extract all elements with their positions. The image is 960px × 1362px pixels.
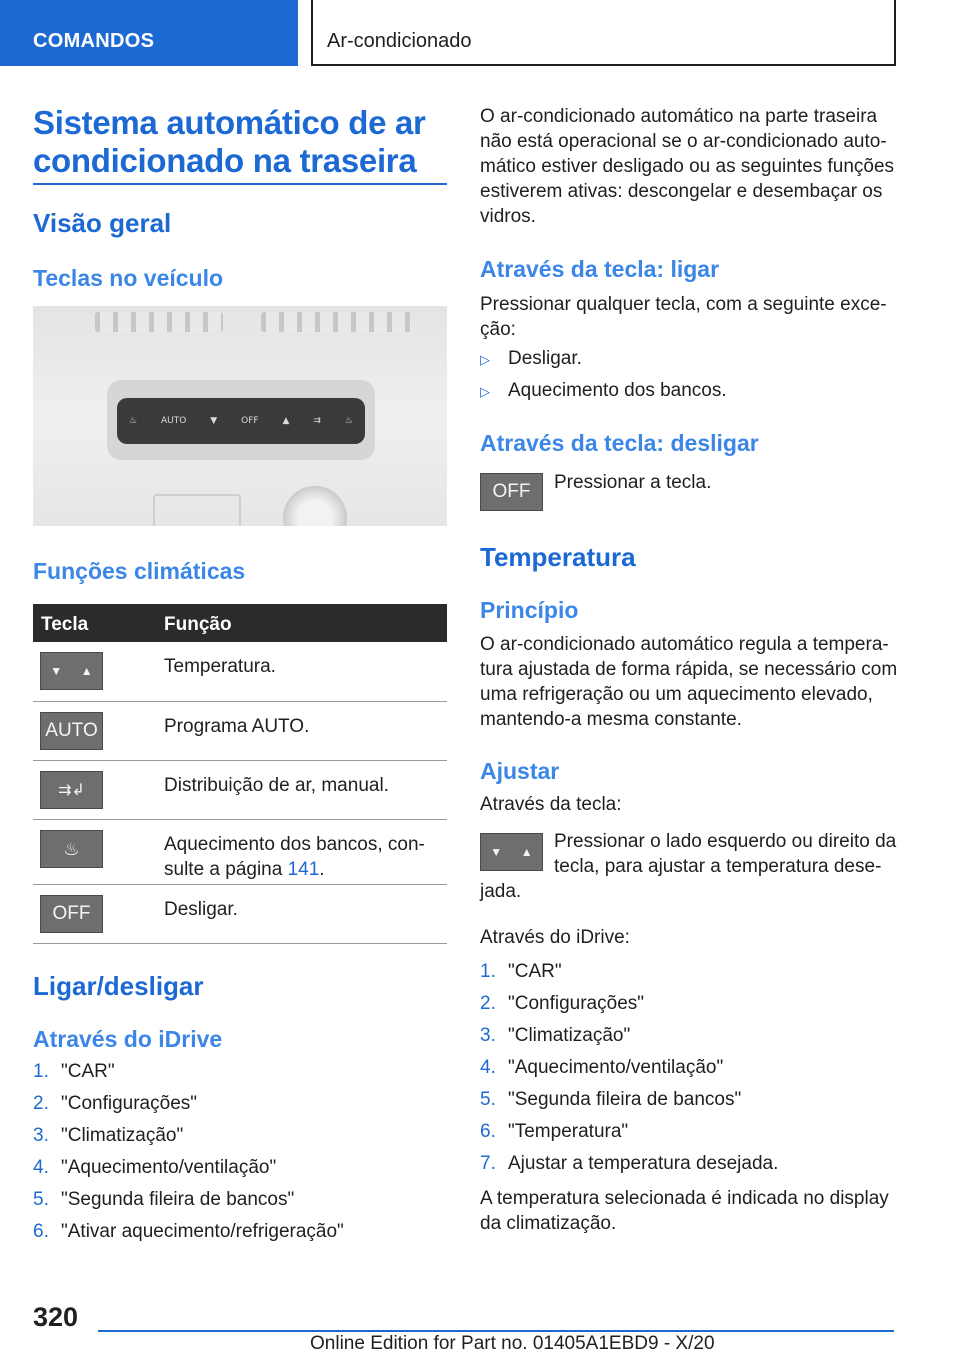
row-text: Temperatura. bbox=[164, 656, 276, 677]
up-arrow-icon: ▲ bbox=[282, 416, 290, 426]
triangle-bullet-icon: ▷ bbox=[480, 352, 490, 367]
air-distribution-icon: ⇉ bbox=[313, 416, 321, 426]
adjust-key-intro: Através da tecla: bbox=[480, 794, 622, 815]
table-row bbox=[33, 820, 447, 885]
list-item: 1. "CAR" bbox=[33, 1061, 115, 1082]
page-number: 320 bbox=[33, 1302, 79, 1332]
control-panel-photo bbox=[33, 306, 447, 526]
footer-rule bbox=[98, 1330, 894, 1332]
adjust-steps bbox=[480, 956, 778, 1180]
row-text: Programa AUTO. bbox=[164, 716, 310, 737]
list-item: ▷ Desligar. bbox=[480, 348, 582, 369]
temperature-arrows-icon: ▼ ▲ bbox=[480, 833, 543, 871]
off-key-icon: OFF bbox=[40, 895, 103, 933]
section-tab bbox=[0, 0, 298, 66]
chapter-label: Ar-condicionado bbox=[327, 30, 472, 52]
adjust-key-text: Pressionar o lado esquerdo ou direito da bbox=[554, 831, 897, 852]
socket-cover bbox=[283, 486, 347, 526]
closing-text: A temperatura selecionada é indicada no display da climatização. bbox=[480, 1188, 889, 1234]
list-item: 5. "Segunda fileira de bancos" bbox=[33, 1189, 295, 1210]
adjust-key-text: jada. bbox=[480, 881, 522, 902]
temperature-heading: Temperatura bbox=[480, 542, 636, 572]
table-header bbox=[33, 604, 447, 642]
seat-heating-icon: ♨ bbox=[128, 416, 138, 426]
row-text bbox=[164, 832, 444, 882]
idrive-heading: Através do iDrive bbox=[33, 1026, 223, 1052]
functions-table bbox=[33, 604, 447, 944]
list-item: 7. Ajustar a temperatura desejada. bbox=[480, 1153, 779, 1174]
auto-key-icon: AUTO bbox=[40, 712, 103, 750]
intro-text: O ar-condicionado automático na parte traseira não está operacional se o ar-condicionado auto-mático estiver desligado ou as seguintes funções estiverem ativas: descongelar e desembaçar os vidros. bbox=[480, 106, 895, 227]
list-item: 6. "Ativar aquecimento/refrigeração" bbox=[33, 1221, 344, 1242]
list-item: 4. "Aquecimento/ventilação" bbox=[33, 1157, 277, 1178]
seat-heating-icon: ♨ bbox=[344, 416, 353, 426]
col-header-key: Tecla bbox=[41, 614, 89, 635]
row-text-main: Aquecimento dos bancos, con-sulte a página bbox=[164, 834, 425, 880]
climate-panel bbox=[107, 380, 375, 460]
climate-buttons bbox=[117, 398, 365, 444]
off-key-icon: OFF bbox=[480, 473, 543, 511]
air-vent-left bbox=[95, 312, 223, 332]
row-text: Distribuição de ar, manual. bbox=[164, 775, 389, 796]
list-item: 2. "Configurações" bbox=[33, 1093, 198, 1114]
principle-heading: Princípio bbox=[480, 597, 579, 623]
table-row bbox=[33, 761, 447, 820]
table-row bbox=[33, 642, 447, 702]
adjust-key-text: tecla, para ajustar a temperatura dese- bbox=[554, 856, 882, 877]
list-item: 1. "CAR" bbox=[480, 961, 562, 982]
overview-heading: Visão geral bbox=[33, 208, 172, 238]
list-item: 6. "Temperatura" bbox=[480, 1121, 629, 1142]
triangle-bullet-icon: ▷ bbox=[480, 384, 490, 399]
col-header-function: Função bbox=[164, 614, 232, 635]
page-title: Sistema automático de ar condicionado na traseira bbox=[33, 104, 426, 179]
chapter-tab bbox=[311, 0, 896, 66]
list-item: 5. "Segunda fileira de bancos" bbox=[480, 1089, 742, 1110]
table-row bbox=[33, 885, 447, 944]
temperature-arrows-icon: ▼ ▲ bbox=[40, 652, 103, 690]
idrive-steps bbox=[33, 1056, 344, 1248]
air-distribution-icon: ⇉↲ bbox=[40, 771, 103, 809]
principle-text: O ar-condicionado automático regula a tempera-tura ajustada de forma rápida, se necessário com uma refrigeração ou um aquecimento elevado, mantendo-a mesma constante. bbox=[480, 634, 898, 730]
key-off-text: Pressionar a tecla. bbox=[554, 472, 712, 493]
air-vent-right bbox=[261, 312, 411, 332]
usb-ports bbox=[153, 494, 241, 526]
down-arrow-icon: ▼ bbox=[210, 416, 218, 426]
key-off-heading: Através da tecla: desligar bbox=[480, 430, 759, 456]
functions-heading: Funções climáticas bbox=[33, 558, 246, 584]
onoff-heading: Ligar/desligar bbox=[33, 971, 204, 1001]
edition-text: Online Edition for Part no. 01405A1EBD9 - X/20 bbox=[310, 1333, 715, 1354]
row-text: Desligar. bbox=[164, 899, 238, 920]
list-item: 3. "Climatização" bbox=[480, 1025, 631, 1046]
list-item: 3. "Climatização" bbox=[33, 1125, 184, 1146]
key-on-heading: Através da tecla: ligar bbox=[480, 256, 720, 282]
list-item: ▷ Aquecimento dos bancos. bbox=[480, 380, 727, 401]
adjust-idrive-intro: Através do iDrive: bbox=[480, 927, 630, 948]
row-text-end: . bbox=[319, 859, 325, 880]
auto-label: AUTO bbox=[161, 416, 187, 426]
title-rule bbox=[33, 183, 447, 185]
keys-heading: Teclas no veículo bbox=[33, 265, 224, 291]
off-label: OFF bbox=[241, 416, 259, 426]
list-item: 2. "Configurações" bbox=[480, 993, 645, 1014]
section-label: COMANDOS bbox=[33, 30, 155, 52]
list-item: 4. "Aquecimento/ventilação" bbox=[480, 1057, 724, 1078]
table-row bbox=[33, 702, 447, 761]
adjust-heading: Ajustar bbox=[480, 758, 560, 784]
seat-heating-icon: ♨ bbox=[40, 830, 103, 868]
key-on-text: Pressionar qualquer tecla, com a seguinte exce-ção: bbox=[480, 294, 887, 340]
page-ref-link[interactable]: 141 bbox=[287, 859, 320, 880]
